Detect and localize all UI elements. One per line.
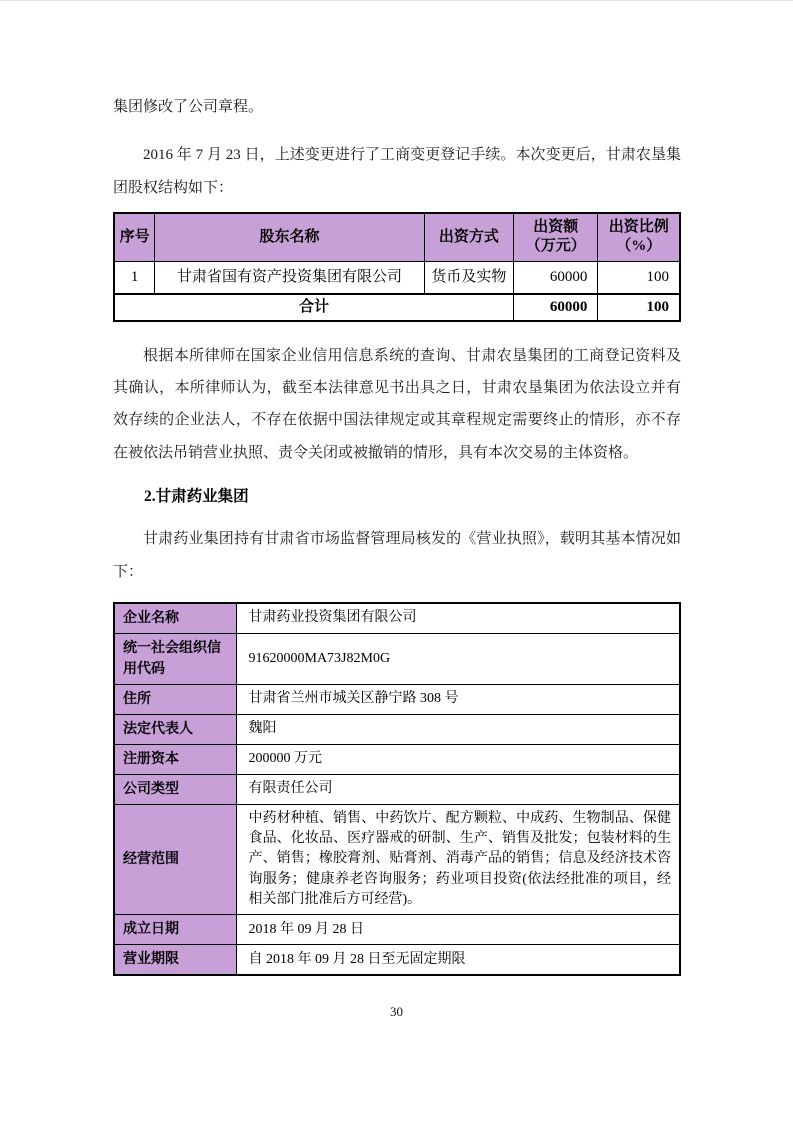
header-ratio-line1: 出资比例: [608, 218, 669, 235]
cell-total-label: 合计: [114, 294, 514, 321]
header-cell-shareholder: 股东名称: [155, 213, 424, 262]
label-credit-code: 统一社会组织信用代码: [114, 633, 236, 684]
label-establishment-date: 成立日期: [114, 915, 236, 945]
header-amount-line2: （万元）: [525, 238, 586, 255]
table-row: [114, 804, 680, 914]
value-credit-code: 91620000MA73J82M0G: [236, 633, 680, 684]
equity-table-total-row: [114, 294, 680, 321]
label-address: 住所: [114, 684, 236, 714]
table-row: [114, 261, 680, 294]
cell-index: 1: [114, 261, 155, 294]
header-cell-index: 序号: [114, 213, 155, 262]
label-company-name: 企业名称: [114, 603, 236, 634]
value-business-term: 自 2018 年 09 月 28 日至无固定期限: [236, 945, 680, 976]
paragraph-change-registration: 2016 年 7 月 23 日，上述变更进行了工商变更登记手续。本次变更后，甘肃农垦集团股权结构如下：: [113, 147, 681, 196]
label-business-scope: 经营范围: [114, 804, 236, 914]
table-row: [114, 684, 680, 714]
cell-shareholder: 甘肃省国有资产投资集团有限公司: [155, 261, 424, 294]
value-legal-representative: 魏阳: [236, 714, 680, 744]
cell-method: 货币及实物: [424, 261, 513, 294]
value-registered-capital: 200000 万元: [236, 744, 680, 774]
label-company-type: 公司类型: [114, 774, 236, 804]
paragraph-legal-opinion: 根据本所律师在国家企业信用信息系统的查询、甘肃农垦集团的工商登记资料及其确认，本所律师认为，截至本法律意见书出具之日，甘肃农垦集团为依法设立并有效存续的企业法人，不存在依据中国法律规定或其章程规定需要终止的情形，亦不存在被依法吊销营业执照、责令关闭或被撤销的情形，具有本次交易的主体资格。: [113, 347, 681, 461]
table-row: [114, 714, 680, 744]
cell-total-amount: 60000: [514, 294, 598, 321]
header-cell-method: 出资方式: [424, 213, 513, 262]
cell-amount: 60000: [514, 261, 598, 294]
section-heading-pharma-group: 2.甘肃药业集团: [144, 487, 249, 505]
paragraph-license-intro: 甘肃药业集团持有甘肃省市场监督管理局核发的《营业执照》，载明其基本情况如下：: [113, 531, 681, 580]
value-establishment-date: 2018 年 09 月 28 日: [236, 915, 680, 945]
label-legal-representative: 法定代表人: [114, 714, 236, 744]
table-row: [114, 774, 680, 804]
value-company-name: 甘肃药业投资集团有限公司: [236, 603, 680, 634]
table-row: [114, 603, 680, 634]
value-address: 甘肃省兰州市城关区静宁路 308 号: [236, 684, 680, 714]
cell-ratio: 100: [598, 261, 680, 294]
cell-total-ratio: 100: [598, 294, 680, 321]
business-license-table: [113, 602, 681, 976]
label-registered-capital: 注册资本: [114, 744, 236, 774]
label-business-term: 营业期限: [114, 945, 236, 976]
table-row: [114, 633, 680, 684]
table-row: [114, 915, 680, 945]
header-cell-ratio: [598, 213, 680, 262]
value-company-type: 有限责任公司: [236, 774, 680, 804]
value-business-scope: 中药材种植、销售、中药饮片、配方颗粒、中成药、生物制品、保健食品、化妆品、医疗器戒的研制、生产、销售及批发；包装材料的生产、销售；橡胶膏剂、贴膏剂、消毒产品的销售；信息及经济技术咨询服务；健康养老咨询服务；药业项目投资(依法经批准的项目，经相关部门批准后方可经营)。: [236, 804, 680, 914]
header-cell-amount: [514, 213, 598, 262]
header-ratio-line2: （%）: [616, 238, 662, 255]
equity-structure-table: [113, 212, 681, 322]
table-row: [114, 744, 680, 774]
paragraph-continuation: 集团修改了公司章程。: [113, 99, 264, 115]
page-content: [0, 1, 793, 976]
equity-table-header-row: [114, 213, 680, 262]
header-amount-line1: 出资额: [533, 218, 579, 235]
page-number: 30: [390, 1004, 403, 1019]
table-row: [114, 945, 680, 976]
